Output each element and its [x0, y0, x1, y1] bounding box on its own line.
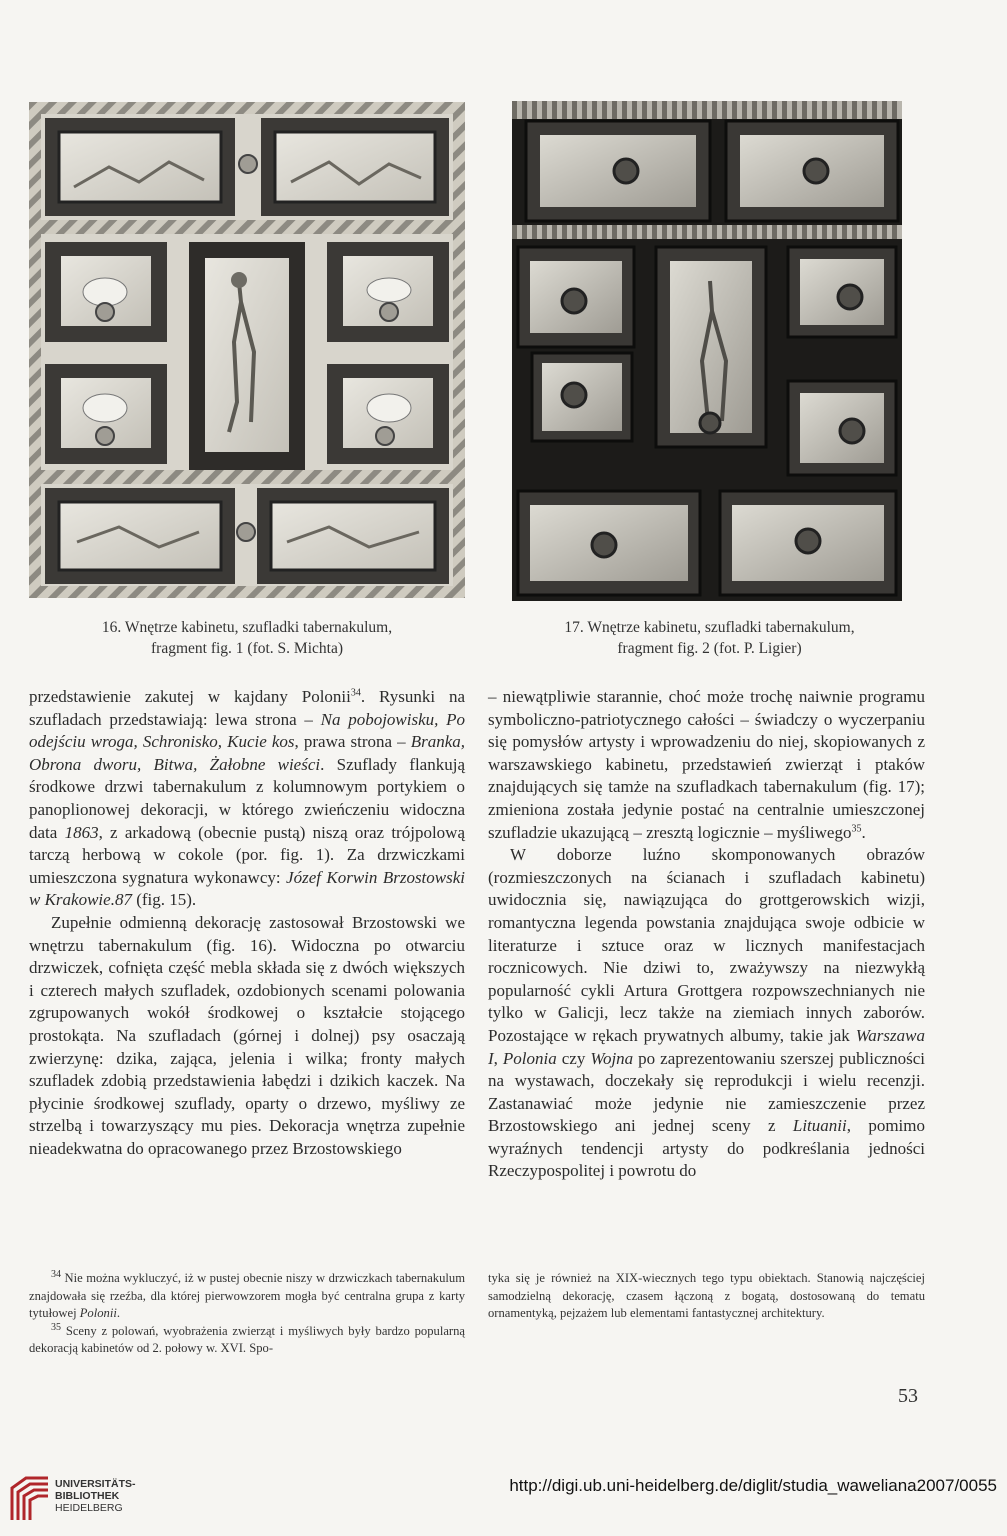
- text-run: przedstawienie zakutej w kajdany Polonii: [29, 687, 351, 706]
- page-number: 53: [898, 1385, 918, 1407]
- figure-17-caption-line1: 17. Wnętrze kabinetu, szufladki tabernakulum,: [564, 619, 855, 636]
- left-text-column: [29, 686, 465, 1160]
- library-name: [55, 1478, 136, 1514]
- footnote-ref-35[interactable]: 35: [851, 822, 862, 834]
- figure-16-caption-line1: 16. Wnętrze kabinetu, szufladki tabernakulum,: [101, 619, 393, 636]
- text-run: .: [116, 1306, 120, 1320]
- text-run: – niewątpliwie starannie, choć może trochę naiwnie programu symboliczno-patriotycznego całości – świadczy o wyczerpaniu się pomysłów artysty i wprowadzeniu do niej, skopiowanych z warszawskiego kabinetu, przedstawień zwierząt i ptaków znajdujących się tamże na szufladkach tabernakulum (fig. 17); zmieniona została jedynie postać na centralnie umieszczonej szufladzie ukazującą – zresztą logicznie – myśliwego: [488, 687, 925, 842]
- text-run: . Rysunki na szufladach przedstawiają: lewa strona –: [29, 687, 466, 729]
- figure-17-caption-line2: fragment fig. 2 (fot. P. Ligier): [617, 640, 802, 657]
- italic-title: Polonii: [79, 1306, 117, 1320]
- footnote-35-continued: tyka się je również na XIX-wiecznych tego typu obiektach. Stanowią najczęściej samodzielną dekorację, czasem łączoną z bogatą, dostosowaną do tematu ornamentyką, pejzażem lub elementami fantastycznej architektury.: [488, 1271, 925, 1320]
- text-run: , pomimo wyraźnych tendencji artysty do podkreślania jedności Rzeczypospolitej i powrotu do: [488, 1116, 926, 1181]
- text-run: (fig. 15).: [131, 890, 197, 910]
- text-run: Sceny z polowań, wyobrażenia zwierząt i myśliwych były bardzo popularną dekoracją kabinetów od 2. połowy w. XVI. Spo-: [29, 1323, 465, 1355]
- text-run: Nie można wykluczyć, iż w pustej obecnie niszy w drzwiczkach tabernakulum znajdowała się rzeźba, dla której pierwowzorem mogła być centralna grupa z karty tytułowej: [29, 1271, 465, 1320]
- italic-signature: Józef Korwin Brzostowski w Krakowie.87: [29, 867, 466, 910]
- footnote-ref-34[interactable]: 34: [350, 687, 361, 699]
- figure-17-caption: [497, 617, 922, 659]
- text-run: po zaprezentowaniu szerszej publiczności na wystawach, doczekały się reprodukcji i wielu recenzji. Zastanawiać może jedynie nie zamieszczenie przez Brzostowskiego ani jednej sceny z: [488, 1048, 926, 1136]
- italic-title: Polonia: [502, 1048, 557, 1068]
- library-name-line2: BIBLIOTHEK: [55, 1490, 120, 1502]
- source-url-link[interactable]: http://digi.ub.uni-heidelberg.de/diglit/studia_waweliana2007/0055: [509, 1476, 997, 1495]
- footnote-number: 35: [51, 1321, 61, 1333]
- left-footnotes: [29, 1270, 465, 1358]
- text-run: czy: [556, 1048, 591, 1068]
- right-paragraph-2: [488, 844, 925, 1183]
- right-footnotes: [488, 1270, 925, 1323]
- figure-17-photo: [512, 101, 902, 601]
- footnote-35: [29, 1323, 465, 1358]
- text-run: .: [861, 822, 866, 842]
- footnote-number: 34: [51, 1268, 61, 1280]
- left-paragraph-2: Zupełnie odmienną dekorację zastosował Brzostowski we wnętrzu tabernakulum (fig. 16). Widoczna po otwarciu drzwiczek, cofnięta część mebla składa się z dwóch większych i czterech małych szufladek, ozdobionych scenami polowania zgrupowanych wokół środkowej o kształcie stojącego prostokąta. Na szufladach (górnej i dolnej) psy osaczają zwierzynę: dzika, zająca, jelenia i wilka; fronty małych szufladek zdobią przedstawienia łabędzi i dzikich kaczek. Na płycinie środkowej szuflady, oparty o drzewo, myśliwy ze strzelbą i towarzyszący mu pies. Dekoracja wnętrza zupełnie nieadekwatna do opracowanego przez Brzostowskiego: [29, 912, 465, 1158]
- library-logo-icon: [8, 1474, 52, 1524]
- italic-titles: Branka, Obrona dworu, Bitwa, Żałobne wieści: [29, 732, 465, 774]
- italic-title: Wojna: [590, 1048, 634, 1068]
- figure-16-caption: [29, 617, 465, 659]
- italic-titles: Na pobojowisku, Po odejściu wroga, Schronisko, Kucie kos: [29, 709, 465, 752]
- library-name-line3: HEIDELBERG: [55, 1502, 123, 1514]
- text-run: ,: [493, 1048, 503, 1068]
- right-paragraph-1: [488, 686, 925, 844]
- italic-title: Lituanii: [792, 1116, 847, 1136]
- italic-title: Warszawa I: [488, 1025, 925, 1068]
- text-run: , prawa strona –: [294, 732, 411, 752]
- text-run: . Szuflady flankują środkowe drzwi tabernakulum z kolumnowym portykiem o panoplionowej dekoracji, w którego zwieńczeniu widoczna data: [29, 754, 465, 842]
- text-run: , z arkadową (obecnie pustą) niszą oraz trójpolową tarczą herbową w cokole (por. fig. 1). Za drzwiczkami umieszczona sygnatura wykonawcy:: [29, 822, 465, 887]
- figure-16-photo: [29, 102, 465, 598]
- italic-date: 1863: [64, 822, 99, 842]
- left-paragraph-1: [29, 686, 465, 912]
- right-text-column: [488, 686, 925, 1183]
- figure-16-caption-line2: fragment fig. 1 (fot. S. Michta): [151, 640, 343, 657]
- footnote-34: [29, 1270, 465, 1323]
- text-run: W doborze luźno skomponowanych obrazów (rozmieszczonych na ścianach i szufladach kabinetu) uwidocznia się, nawiązująca do grottgerowskich wizji, romantyczna legenda powstania znajdująca swoje odbicie w literaturze i sztuce oraz w licznych manifestacjach rocznicowych. Nie dziwi to, zważywszy na niezwykłą popularność cykli Artura Grottgera rozpowszechnianych nie tylko w Galicji, lecz także na ziemiach innych zaborów. Pozostające w rękach prywatnych albumy, takie jak: [488, 845, 925, 1045]
- library-name-line1: UNIVERSITÄTS-: [55, 1478, 136, 1490]
